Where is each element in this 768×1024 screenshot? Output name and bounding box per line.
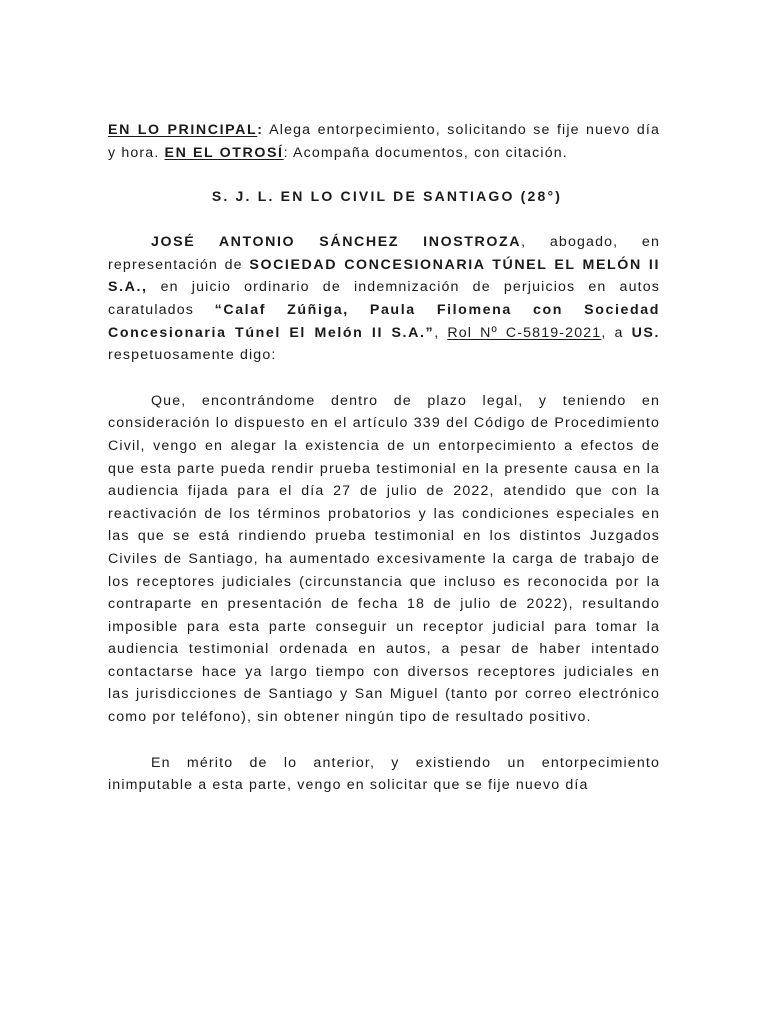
intro-paragraph — [108, 231, 660, 367]
company-name: SOCIEDAD CONCESIONARIA TÚNEL EL MELÓN II S.A., — [108, 256, 660, 296]
intro-text-2: en juicio ordinario de indemnización de perjuicios en autos caratulados — [108, 279, 660, 318]
intro-text-3: , — [434, 324, 448, 341]
summary-paragraph — [108, 119, 660, 164]
case-rol: Rol Nº C-5819-2021 — [447, 324, 602, 341]
case-title: “Calaf Zúñiga, Paula Filomena con Sociedad Concesionaria Túnel El Melón II S.A.” — [108, 301, 661, 341]
body-paragraph-2: En mérito de lo anterior, y existiendo un entorpecimiento inimputable a esta parte, vengo en solicitar que se fije nuevo día — [108, 754, 660, 794]
otrosi-text: : Acompaña documentos, con citación. — [283, 144, 568, 161]
principal-label: EN LO PRINCIPAL — [108, 122, 258, 138]
court-heading: S. J. L. EN LO CIVIL DE SANTIAGO (28°) — [211, 188, 563, 205]
lawyer-name: JOSÉ ANTONIO SÁNCHEZ INOSTROZA — [151, 234, 522, 251]
intro-text-1: , abogado, en representación de — [108, 234, 661, 273]
intro-text-5: respetuosamente digo: — [108, 347, 277, 364]
us-abbreviation: US. — [631, 324, 661, 341]
document-page — [108, 119, 660, 797]
principal-text: Alega entorpecimiento, solicitando se fije nuevo día y hora. — [108, 122, 660, 161]
principal-colon: : — [257, 122, 264, 138]
body-paragraph-1: Que, encontrándome dentro de plazo legal, y teniendo en consideración lo dispuesto en el artículo 339 del Código de Procedimiento Civil, vengo en alegar la existencia de un entorpecimiento a efectos de que esta parte pueda rendir prueba testimonial en la presente causa en la audiencia fijada para el día 27 de julio de 2022, atendido que con la reactivación de los términos probatorios y las condiciones especiales en las que se está rindiendo prueba testimonial en los distintos Juzgados Civiles de Santiago, ha aumentado excesivamente la carga de trabajo de los receptores judiciales (circunstancia que incluso es reconocida por la contraparte en presentación de fecha 18 de julio de 2022), resultando imposible para esta parte conseguir un receptor judicial para tomar la audiencia testimonial ordenada en autos, a pesar de haber intentado contactarse hace ya largo tiempo con diversos receptores judiciales en las jurisdicciones de Santiago y San Miguel (tanto por correo electrónico como por teléfono), sin obtener ningún tipo de resultado positivo. — [108, 392, 660, 726]
intro-text-4: , a — [601, 324, 632, 341]
otrosi-label: EN EL OTROSÍ — [164, 144, 284, 161]
